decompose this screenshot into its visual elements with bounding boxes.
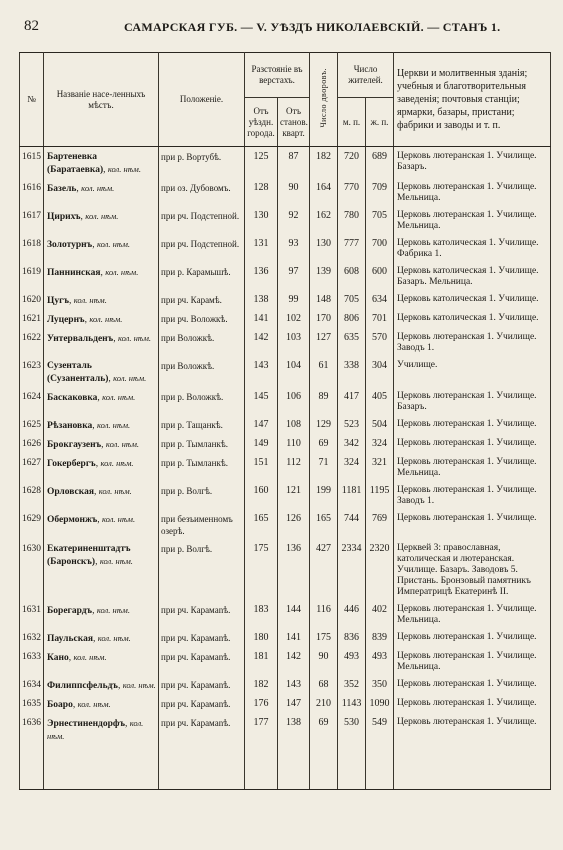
settlement-name-cell: Кано, кол. нѣм. (44, 647, 159, 675)
female-count-cell: 321 (366, 453, 394, 481)
settlement-name-cell: Сузенталь (Сузаненталь), кол. нѣм. (44, 356, 159, 387)
location-cell: при Воложкѣ. (159, 356, 245, 387)
col-header-dist-city: Отъ уѣздн. города. (245, 98, 278, 147)
settlement-name: Золотурнъ (47, 240, 93, 250)
page-number: 82 (24, 18, 39, 34)
location-cell: при р. Вортубѣ. (159, 147, 245, 179)
row-number: 1618 (20, 234, 44, 262)
distance-city-cell: 183 (245, 600, 278, 628)
female-count-cell: 350 (366, 675, 394, 694)
female-count-cell: 570 (366, 328, 394, 356)
distance-city-cell: 138 (245, 290, 278, 309)
table-row (20, 356, 551, 387)
distance-city-cell: 182 (245, 675, 278, 694)
female-count-cell: 549 (366, 713, 394, 790)
households-cell: 71 (310, 453, 338, 481)
settlement-kind: кол. нѣм. (47, 718, 144, 741)
distance-city-cell: 136 (245, 262, 278, 290)
table-row (20, 178, 551, 206)
settlement-kind: кол. нѣм. (113, 373, 147, 383)
distance-camp-cell: 103 (278, 328, 310, 356)
location-cell: при рч. Подстепной. (159, 206, 245, 234)
settlement-name: Бартеневка (Баратаевка) (47, 152, 104, 175)
row-number: 1633 (20, 647, 44, 675)
table-row (20, 600, 551, 628)
distance-city-cell: 125 (245, 147, 278, 179)
settlement-name: Цугъ (47, 296, 69, 306)
row-number: 1620 (20, 290, 44, 309)
row-number: 1625 (20, 415, 44, 434)
female-count-cell: 493 (366, 647, 394, 675)
institutions-cell: Церковь лютеранская 1. Училище. (394, 434, 551, 453)
institutions-cell: Церковь лютеранская 1. Училище. (394, 713, 551, 790)
settlement-kind: кол. нѣм. (85, 211, 119, 221)
female-count-cell: 709 (366, 178, 394, 206)
distance-city-cell: 128 (245, 178, 278, 206)
households-cell: 199 (310, 481, 338, 509)
settlement-name: Цирихъ (47, 212, 81, 222)
distance-city-cell: 181 (245, 647, 278, 675)
location-cell: при рч. Подстепной. (159, 234, 245, 262)
settlement-name-cell: Цугъ, кол. нѣм. (44, 290, 159, 309)
households-cell: 164 (310, 178, 338, 206)
row-number: 1632 (20, 628, 44, 647)
location-cell: при р. Карамышѣ. (159, 262, 245, 290)
distance-camp-cell: 108 (278, 415, 310, 434)
distance-city-cell: 151 (245, 453, 278, 481)
row-number: 1635 (20, 694, 44, 713)
distance-camp-cell: 90 (278, 178, 310, 206)
institutions-cell: Церковь лютеранская 1. Училище. (394, 509, 551, 539)
col-header-number: № (20, 53, 44, 147)
table-row (20, 628, 551, 647)
col-header-dist-camp: Отъ станов. кварт. (278, 98, 310, 147)
row-number: 1627 (20, 453, 44, 481)
distance-camp-cell: 106 (278, 387, 310, 415)
male-count-cell: 770 (338, 178, 366, 206)
col-header-households (310, 53, 338, 147)
row-number: 1629 (20, 509, 44, 539)
female-count-cell: 701 (366, 309, 394, 328)
location-cell: при рч. Карамanѣ. (159, 647, 245, 675)
institutions-cell: Церковь лютеранская 1. Училище. Мельница. (394, 453, 551, 481)
settlement-kind: кол. нѣм. (98, 486, 132, 496)
institutions-cell: Церковь лютеранская 1. Училище. Мельница. (394, 647, 551, 675)
table-row (20, 147, 551, 179)
col-header-inhabitants: Число жителей. (338, 53, 394, 98)
settlement-kind: кол. нѣм. (102, 392, 136, 402)
institutions-cell: Церковь лютеранская 1. Училище. Заводъ 1. (394, 328, 551, 356)
institutions-cell: Церковь лютеранская 1. Училище. (394, 694, 551, 713)
table-body (20, 147, 551, 790)
distance-city-cell: 177 (245, 713, 278, 790)
distance-camp-cell: 112 (278, 453, 310, 481)
distance-city-cell: 141 (245, 309, 278, 328)
location-cell: при оз. Дубовомъ. (159, 178, 245, 206)
distance-camp-cell: 93 (278, 234, 310, 262)
female-count-cell: 324 (366, 434, 394, 453)
households-cell: 90 (310, 647, 338, 675)
location-cell: при р. Волгѣ. (159, 481, 245, 509)
table-row (20, 234, 551, 262)
settlement-kind: кол. нѣм. (122, 680, 156, 690)
households-cell: 129 (310, 415, 338, 434)
distance-city-cell: 142 (245, 328, 278, 356)
households-cell: 69 (310, 434, 338, 453)
settlement-name: Паннинская (47, 268, 101, 278)
institutions-cell: Церковь лютеранская 1. Училище. Мельница. (394, 206, 551, 234)
households-cell: 182 (310, 147, 338, 179)
male-count-cell: 530 (338, 713, 366, 790)
settlement-name: Боаро (47, 700, 73, 710)
households-cell: 130 (310, 234, 338, 262)
row-number: 1624 (20, 387, 44, 415)
female-count-cell: 689 (366, 147, 394, 179)
settlement-name-cell: Брокгаузенъ, кол. нѣм. (44, 434, 159, 453)
location-cell: при рч. Карамanѣ. (159, 713, 245, 790)
female-count-cell: 304 (366, 356, 394, 387)
settlement-kind: кол. нѣм. (73, 295, 107, 305)
settlement-name: Унтервальденъ (47, 334, 114, 344)
settlement-name: Обермонжъ (47, 515, 98, 525)
settlement-name: Борегардъ (47, 606, 93, 616)
col-header-distance: Разстояніе въ верстахъ. (245, 53, 310, 98)
settlement-name: Сузенталь (Сузаненталь) (47, 361, 109, 384)
settlement-name: Луцернъ (47, 315, 85, 325)
settlement-name-cell: Бартеневка (Баратаевка), кол. нѣм. (44, 147, 159, 179)
male-count-cell: 720 (338, 147, 366, 179)
male-count-cell: 523 (338, 415, 366, 434)
settlement-name: Орловская (47, 487, 94, 497)
distance-city-cell: 145 (245, 387, 278, 415)
row-number: 1626 (20, 434, 44, 453)
female-count-cell: 402 (366, 600, 394, 628)
institutions-cell: Церковь лютеранская 1. Училище. Базаръ. (394, 387, 551, 415)
settlement-name-cell: Паннинская, кол. нѣм. (44, 262, 159, 290)
distance-camp-cell: 92 (278, 206, 310, 234)
distance-city-cell: 176 (245, 694, 278, 713)
row-number: 1631 (20, 600, 44, 628)
male-count-cell: 352 (338, 675, 366, 694)
settlement-kind: кол. нѣм. (105, 439, 140, 449)
distance-camp-cell: 102 (278, 309, 310, 328)
distance-camp-cell: 142 (278, 647, 310, 675)
table-row (20, 453, 551, 481)
table-row (20, 675, 551, 694)
institutions-cell: Церковь лютеранская 1. Училище. (394, 415, 551, 434)
male-count-cell: 780 (338, 206, 366, 234)
institutions-cell: Церковь лютеранская 1. Училище. (394, 628, 551, 647)
table-row (20, 415, 551, 434)
female-count-cell: 705 (366, 206, 394, 234)
settlement-name: Паульская (47, 634, 93, 644)
institutions-cell: Церковь лютеранская 1. Училище. Заводъ 1. (394, 481, 551, 509)
row-number: 1617 (20, 206, 44, 234)
institutions-cell: Училище. (394, 356, 551, 387)
settlement-name-cell: Золотурнъ, кол. нѣм. (44, 234, 159, 262)
location-cell: при Воложкѣ. (159, 328, 245, 356)
settlement-name: Баскаковка (47, 393, 98, 403)
male-count-cell: 836 (338, 628, 366, 647)
row-number: 1615 (20, 147, 44, 179)
location-cell: при безъименномъ озерѣ. (159, 509, 245, 539)
institutions-cell: Церковь католическая 1. Училище. Базаръ. Мельница. (394, 262, 551, 290)
settlement-name-cell: Боаро, кол. нѣм. (44, 694, 159, 713)
households-cell: 165 (310, 509, 338, 539)
female-count-cell: 1195 (366, 481, 394, 509)
distance-camp-cell: 99 (278, 290, 310, 309)
female-count-cell: 769 (366, 509, 394, 539)
female-count-cell: 634 (366, 290, 394, 309)
female-count-cell: 700 (366, 234, 394, 262)
settlement-name-cell: Гокербергъ, кол. нѣм. (44, 453, 159, 481)
table-row (20, 647, 551, 675)
male-count-cell: 417 (338, 387, 366, 415)
settlement-kind: кол. нѣм. (89, 314, 123, 324)
male-count-cell: 342 (338, 434, 366, 453)
location-cell: при р. Тащанкѣ. (159, 415, 245, 434)
settlement-name-cell: Цирихъ, кол. нѣм. (44, 206, 159, 234)
distance-camp-cell: 121 (278, 481, 310, 509)
households-cell: 61 (310, 356, 338, 387)
female-count-cell: 504 (366, 415, 394, 434)
col-header-name: Названіе насе-ленныхъ мѣстъ. (44, 53, 159, 147)
distance-city-cell: 130 (245, 206, 278, 234)
settlement-kind: кол. нѣм. (100, 458, 134, 468)
location-cell: при р. Тымланкѣ. (159, 453, 245, 481)
settlement-name: Базель (47, 184, 77, 194)
male-count-cell: 744 (338, 509, 366, 539)
distance-camp-cell: 87 (278, 147, 310, 179)
households-cell: 69 (310, 713, 338, 790)
male-count-cell: 705 (338, 290, 366, 309)
settlement-name-cell: Унтервальденъ, кол. нѣм. (44, 328, 159, 356)
institutions-cell: Церквей 3: православная, католическая и лютеранская. Училище. Базаръ. Заводовъ 5. Пристань. Бронзовый памятникъ Императрицѣ Екатеринѣ II. (394, 539, 551, 600)
female-count-cell: 405 (366, 387, 394, 415)
households-cell: 116 (310, 600, 338, 628)
households-cell: 427 (310, 539, 338, 600)
distance-camp-cell: 144 (278, 600, 310, 628)
distance-camp-cell: 136 (278, 539, 310, 600)
settlement-kind: кол. нѣм. (117, 333, 152, 343)
institutions-cell: Церковь католическая 1. Училище. Фабрика 1. (394, 234, 551, 262)
settlement-name: Эрнестинендорфъ (47, 719, 126, 729)
settlement-name-cell: Обермонжъ, кол. нѣм. (44, 509, 159, 539)
settlement-kind: кол. нѣм. (81, 183, 115, 193)
male-count-cell: 1181 (338, 481, 366, 509)
distance-city-cell: 143 (245, 356, 278, 387)
settlement-name-cell: Баскаковка, кол. нѣм. (44, 387, 159, 415)
row-number: 1630 (20, 539, 44, 600)
settlement-kind: кол. нѣм. (105, 267, 139, 277)
households-cell: 175 (310, 628, 338, 647)
settlement-kind: кол. нѣм. (96, 605, 130, 615)
settlement-name-cell: Эрнестинендорфъ, кол. нѣм. (44, 713, 159, 790)
settlement-kind: кол. нѣм. (99, 556, 133, 566)
running-header (14, 18, 501, 40)
settlement-name: Брокгаузенъ (47, 440, 102, 450)
col-header-female: ж. п. (366, 98, 394, 147)
households-cell: 68 (310, 675, 338, 694)
distance-camp-cell: 104 (278, 356, 310, 387)
table-row (20, 262, 551, 290)
location-cell: при р. Тымланкѣ. (159, 434, 245, 453)
institutions-cell: Церковь католическая 1. Училище. (394, 290, 551, 309)
institutions-cell: Церковь лютеранская 1. Училище. (394, 675, 551, 694)
table-row (20, 309, 551, 328)
row-number: 1621 (20, 309, 44, 328)
households-cell: 148 (310, 290, 338, 309)
male-count-cell: 806 (338, 309, 366, 328)
male-count-cell: 493 (338, 647, 366, 675)
male-count-cell: 777 (338, 234, 366, 262)
households-cell: 89 (310, 387, 338, 415)
location-cell: при рч. Воложкѣ. (159, 309, 245, 328)
table-row (20, 387, 551, 415)
settlement-kind: кол. нѣм. (102, 514, 136, 524)
settlement-kind: кол. нѣм. (73, 652, 107, 662)
households-label: Число дворовъ. (319, 68, 329, 128)
households-cell: 170 (310, 309, 338, 328)
distance-city-cell: 175 (245, 539, 278, 600)
distance-city-cell: 165 (245, 509, 278, 539)
table-row (20, 206, 551, 234)
location-cell: при р. Воложкѣ. (159, 387, 245, 415)
settlement-name: Екатериненштадтъ (Баронскъ) (47, 544, 131, 567)
distance-camp-cell: 147 (278, 694, 310, 713)
settlement-kind: кол. нѣм. (107, 164, 141, 174)
col-header-institutions: Церкви и молитвенныя зданія; учебныя и благотворительныя заведенія; почтовыя станціи; ярмарки, базары, пристани; фабрики и заводы и т. п. (394, 53, 551, 147)
col-header-male: м. п. (338, 98, 366, 147)
female-count-cell: 2320 (366, 539, 394, 600)
row-number: 1628 (20, 481, 44, 509)
settlement-name: Филиппсфельдъ (47, 681, 118, 691)
distance-city-cell: 160 (245, 481, 278, 509)
distance-city-cell: 131 (245, 234, 278, 262)
row-number: 1636 (20, 713, 44, 790)
table-row (20, 509, 551, 539)
running-title: САМАРСКАЯ ГУБ. — V. УѢЗДЪ НИКОЛАЕВСКІЙ. — СТАНЪ 1. (124, 20, 501, 34)
distance-camp-cell: 143 (278, 675, 310, 694)
female-count-cell: 839 (366, 628, 394, 647)
institutions-cell: Церковь католическая 1. Училище. (394, 309, 551, 328)
male-count-cell: 635 (338, 328, 366, 356)
institutions-cell: Церковь лютеранская 1. Училище. Мельница. (394, 178, 551, 206)
institutions-cell: Церковь лютеранская 1. Училище. Мельница. (394, 600, 551, 628)
households-cell: 139 (310, 262, 338, 290)
settlement-kind: кол. нѣм. (96, 239, 131, 249)
settlement-name-cell: Базель, кол. нѣм. (44, 178, 159, 206)
distance-city-cell: 149 (245, 434, 278, 453)
settlement-name-cell: Филиппсфельдъ, кол. нѣм. (44, 675, 159, 694)
households-cell: 210 (310, 694, 338, 713)
settlement-name-cell: Паульская, кол. нѣм. (44, 628, 159, 647)
row-number: 1616 (20, 178, 44, 206)
institutions-cell: Церковь лютеранская 1. Училище. Базаръ. (394, 147, 551, 179)
distance-camp-cell: 141 (278, 628, 310, 647)
settlement-name-cell: Орловская, кол. нѣм. (44, 481, 159, 509)
male-count-cell: 608 (338, 262, 366, 290)
households-cell: 162 (310, 206, 338, 234)
settlement-name: Кано (47, 653, 69, 663)
settlement-name: Гокербергъ (47, 459, 96, 469)
table-row (20, 713, 551, 790)
location-cell: при рч. Карамѣ. (159, 290, 245, 309)
table-row (20, 539, 551, 600)
table-row (20, 290, 551, 309)
row-number: 1622 (20, 328, 44, 356)
location-cell: при рч. Карамanѣ. (159, 600, 245, 628)
row-number: 1634 (20, 675, 44, 694)
male-count-cell: 446 (338, 600, 366, 628)
location-cell: при рч. Карамanѣ. (159, 694, 245, 713)
distance-camp-cell: 110 (278, 434, 310, 453)
distance-city-cell: 147 (245, 415, 278, 434)
distance-camp-cell: 138 (278, 713, 310, 790)
male-count-cell: 338 (338, 356, 366, 387)
settlement-name: Рѣзановка (47, 421, 93, 431)
settlement-name-cell: Рѣзановка, кол. нѣм. (44, 415, 159, 434)
col-header-location: Положеніе. (159, 53, 245, 147)
table-row (20, 694, 551, 713)
female-count-cell: 600 (366, 262, 394, 290)
settlement-kind: кол. нѣм. (77, 699, 111, 709)
settlement-name-cell: Екатериненштадтъ (Баронскъ), кол. нѣм. (44, 539, 159, 600)
male-count-cell: 324 (338, 453, 366, 481)
settlements-table (19, 52, 551, 790)
households-cell: 127 (310, 328, 338, 356)
location-cell: при р. Волгѣ. (159, 539, 245, 600)
male-count-cell: 2334 (338, 539, 366, 600)
table-row (20, 481, 551, 509)
female-count-cell: 1090 (366, 694, 394, 713)
table-row (20, 434, 551, 453)
settlement-name-cell: Борегардъ, кол. нѣм. (44, 600, 159, 628)
table-row (20, 328, 551, 356)
location-cell: при рч. Карамanѣ. (159, 628, 245, 647)
distance-city-cell: 180 (245, 628, 278, 647)
settlement-kind: кол. нѣм. (97, 633, 131, 643)
distance-camp-cell: 97 (278, 262, 310, 290)
row-number: 1623 (20, 356, 44, 387)
location-cell: при рч. Карамanѣ. (159, 675, 245, 694)
settlement-kind: кол. нѣм. (97, 420, 131, 430)
male-count-cell: 1143 (338, 694, 366, 713)
distance-camp-cell: 126 (278, 509, 310, 539)
row-number: 1619 (20, 262, 44, 290)
settlement-name-cell: Луцернъ, кол. нѣм. (44, 309, 159, 328)
